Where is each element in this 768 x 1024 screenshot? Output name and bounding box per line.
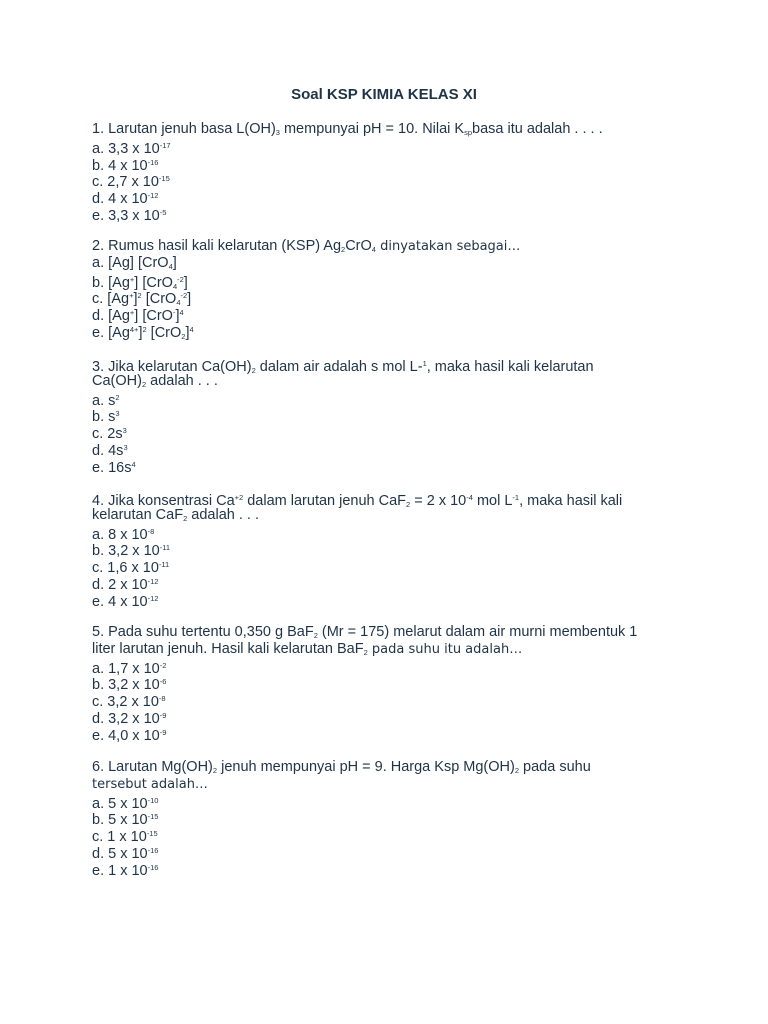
question-stem: [92, 759, 692, 776]
subscript-text: 2: [363, 647, 368, 657]
text-run: e. 4,0 x 10: [92, 727, 160, 744]
option-c: [92, 557, 692, 577]
superscript-text: -12: [147, 593, 159, 603]
option-a: [92, 138, 692, 155]
question-6: [92, 759, 692, 877]
text-run: b. 5 x 10: [92, 812, 148, 829]
option-d: [92, 708, 692, 725]
superscript-text: -9: [159, 727, 167, 737]
subscript-text: 2: [251, 366, 256, 375]
text-run: e. 16s: [92, 459, 132, 476]
superscript-text: -5: [159, 207, 167, 217]
text-run: CrO: [345, 238, 372, 254]
superscript-text: 3: [122, 426, 127, 436]
text-run: e. 3,3 x 10: [92, 207, 160, 224]
option-d: [92, 843, 692, 860]
superscript-text: -15: [146, 829, 158, 839]
text-run: b. s: [92, 409, 116, 426]
text-run: ]: [172, 254, 177, 271]
superscript-text: -12: [147, 576, 159, 586]
text-run: = 2 x 10: [410, 493, 467, 509]
option-e: [92, 322, 692, 339]
text-run: a. 3,3 x 10: [92, 140, 160, 157]
option-b: [92, 540, 692, 560]
option-c: [92, 288, 692, 308]
text-run: e. 4 x 10: [92, 593, 148, 610]
text-run: adalah . . .: [187, 506, 259, 523]
text-run: c. 3,2 x 10: [92, 694, 159, 711]
subscript-text: 4: [371, 245, 376, 254]
question-stem-continued: [92, 507, 692, 524]
subscript-text: 2: [181, 331, 186, 341]
text-run: a. 1,7 x 10: [92, 660, 160, 677]
subscript-text: sp: [464, 128, 473, 137]
question-stem: [92, 238, 692, 255]
text-run: 3. Jika kelarutan Ca(OH): [92, 359, 252, 375]
text-run: a. 5 x 10: [92, 795, 148, 812]
text-run: e. [Ag: [92, 324, 130, 341]
subscript-text: 2: [141, 379, 147, 389]
text-run: c. 2,7 x 10: [92, 174, 159, 191]
text-run: dalam larutan jenuh CaF: [243, 493, 407, 509]
option-d: [92, 305, 692, 325]
text-run: dalam air adalah s mol L-: [255, 359, 423, 375]
text-run: Ca(OH): [92, 372, 142, 389]
text-run: basa itu adalah . . . .: [472, 121, 603, 137]
question-stem: [92, 490, 692, 507]
option-a: [92, 255, 692, 272]
subscript-text: 4: [176, 298, 181, 308]
text-run: pada suhu: [519, 759, 591, 775]
question-2: [92, 238, 692, 339]
text-run: , maka hasil kali kelarutan: [426, 359, 594, 375]
superscript-text: -16: [147, 157, 159, 167]
text-run: dinyatakan sebagai…: [375, 239, 521, 254]
superscript-text: -17: [159, 140, 171, 150]
subscript-text: 2: [341, 245, 346, 254]
superscript-text: +2: [234, 493, 244, 502]
text-run: tersebut adalah…: [92, 776, 208, 792]
text-run: , maka hasil kali: [519, 493, 623, 509]
text-run: b. 3,2 x 10: [92, 543, 160, 560]
text-run: d. [Ag: [92, 308, 130, 325]
text-run: d. 4s: [92, 442, 124, 459]
text-run: ]: [175, 308, 180, 325]
text-run: d. 5 x 10: [92, 845, 148, 862]
superscript-text: 3: [115, 409, 120, 419]
superscript-text: 4: [189, 324, 194, 334]
subscript-text: 2: [212, 766, 218, 775]
option-e: [92, 591, 692, 608]
superscript-text: 4: [131, 459, 136, 469]
text-run: jenuh mempunyai pH = 9. Harga Ksp Mg(OH): [217, 759, 515, 775]
text-run: d. 2 x 10: [92, 576, 148, 593]
text-run: c. 1 x 10: [92, 829, 147, 846]
option-e: [92, 457, 692, 474]
subscript-text: 4: [168, 261, 173, 271]
text-run: ] [CrO: [134, 308, 173, 325]
text-run: ]: [138, 324, 143, 341]
text-run: ]: [185, 324, 190, 341]
superscript-text: -2: [177, 274, 184, 284]
superscript-text: -2: [180, 291, 188, 301]
option-c: [92, 171, 692, 191]
superscript-text: 2: [115, 392, 120, 402]
text-run: c. 2s: [92, 426, 123, 443]
text-run: kelarutan CaF: [92, 506, 184, 523]
superscript-text: 2: [142, 324, 147, 334]
option-b: [92, 155, 692, 172]
text-run: adalah . . .: [146, 372, 218, 389]
subscript-text: 2: [406, 500, 411, 509]
superscript-text: +: [129, 308, 135, 318]
text-run: c. [Ag: [92, 291, 130, 308]
question-stem: [92, 624, 692, 641]
question-stem: [92, 356, 692, 373]
superscript-text: -15: [147, 812, 159, 822]
superscript-text: -16: [147, 845, 159, 855]
option-c: [92, 826, 692, 846]
text-run: d. 4 x 10: [92, 191, 148, 208]
option-d: [92, 440, 692, 457]
superscript-text: 2: [137, 291, 142, 301]
question-stem-continued: [92, 641, 692, 658]
superscript-text: -6: [159, 677, 167, 687]
text-run: 5. Pada suhu tertentu 0,350 g BaF: [92, 624, 314, 640]
superscript-text: +: [129, 291, 134, 301]
text-run: b. 3,2 x 10: [92, 677, 160, 694]
superscript-text: -4: [466, 493, 473, 502]
text-run: d. 3,2 x 10: [92, 710, 160, 727]
text-run: ]: [183, 274, 188, 291]
option-a: [92, 793, 692, 810]
option-a: [92, 658, 692, 675]
superscript-text: -16: [147, 862, 159, 872]
text-run: 2. Rumus hasil kali kelarutan (KSP) Ag: [92, 238, 342, 254]
text-run: b. [Ag: [92, 274, 130, 291]
text-run: mempunyai pH = 10. Nilai K: [279, 121, 465, 137]
subscript-text: 4: [172, 281, 178, 291]
subscript-text: 3: [275, 128, 280, 137]
option-d: [92, 574, 692, 591]
superscript-text: -8: [147, 526, 155, 536]
text-run: [CrO: [146, 324, 182, 341]
option-a: [92, 390, 692, 407]
question-stem-continued: [92, 776, 692, 793]
superscript-text: -12: [147, 191, 159, 201]
text-run: 6. Larutan Mg(OH): [92, 759, 213, 775]
question-4: [92, 490, 692, 608]
text-run: b. 4 x 10: [92, 157, 148, 174]
option-a: [92, 524, 692, 541]
superscript-text: -1: [512, 493, 520, 502]
superscript-text: -2: [159, 660, 167, 670]
superscript-text: -8: [158, 694, 166, 704]
text-run: a. [Ag] [CrO: [92, 254, 169, 271]
text-run: c. 1,6 x 10: [92, 560, 159, 577]
page-title: Soal KSP KIMIA KELAS XI: [291, 86, 477, 103]
superscript-text: 4+: [129, 324, 139, 334]
superscript-text: -9: [159, 710, 167, 720]
option-b: [92, 406, 692, 426]
superscript-text: 3: [123, 442, 128, 452]
superscript-text: -11: [158, 560, 170, 570]
superscript-text: -: [172, 308, 176, 318]
text-run: liter larutan jenuh. Hasil kali kelarutan BaF: [92, 640, 364, 657]
text-run: mol L: [472, 493, 513, 509]
option-e: [92, 725, 692, 742]
option-b: [92, 272, 692, 289]
question-5: [92, 624, 692, 742]
subscript-text: 2: [183, 513, 188, 523]
option-e: [92, 205, 692, 222]
text-run: ]: [187, 291, 192, 308]
text-run: a. 8 x 10: [92, 526, 148, 543]
superscript-text: -11: [159, 543, 171, 553]
text-run: pada suhu itu adalah…: [367, 641, 523, 657]
superscript-text: +: [129, 274, 135, 284]
question-stem-continued: [92, 373, 692, 390]
text-run: 4. Jika konsentrasi Ca: [92, 493, 235, 509]
option-c: [92, 423, 692, 443]
superscript-text: -10: [147, 795, 159, 805]
text-run: e. 1 x 10: [92, 862, 148, 879]
question-1: [92, 121, 692, 222]
superscript-text: -15: [158, 174, 170, 184]
text-run: 1. Larutan jenuh basa L(OH): [92, 121, 276, 137]
option-b: [92, 674, 692, 694]
superscript-text: 4: [179, 308, 184, 318]
text-run: [CrO: [141, 291, 177, 308]
superscript-text: 1: [422, 359, 427, 368]
subscript-text: 2: [313, 631, 318, 640]
option-d: [92, 188, 692, 208]
option-b: [92, 809, 692, 829]
option-c: [92, 691, 692, 711]
text-run: ] [CrO: [134, 274, 173, 291]
text-run: (Mr = 175) melarut dalam air murni membentuk 1: [317, 624, 638, 640]
subscript-text: 2: [514, 766, 520, 775]
option-e: [92, 860, 692, 877]
question-stem: [92, 121, 692, 138]
question-3: [92, 356, 692, 474]
text-run: ]: [133, 291, 138, 308]
text-run: a. s: [92, 392, 116, 409]
